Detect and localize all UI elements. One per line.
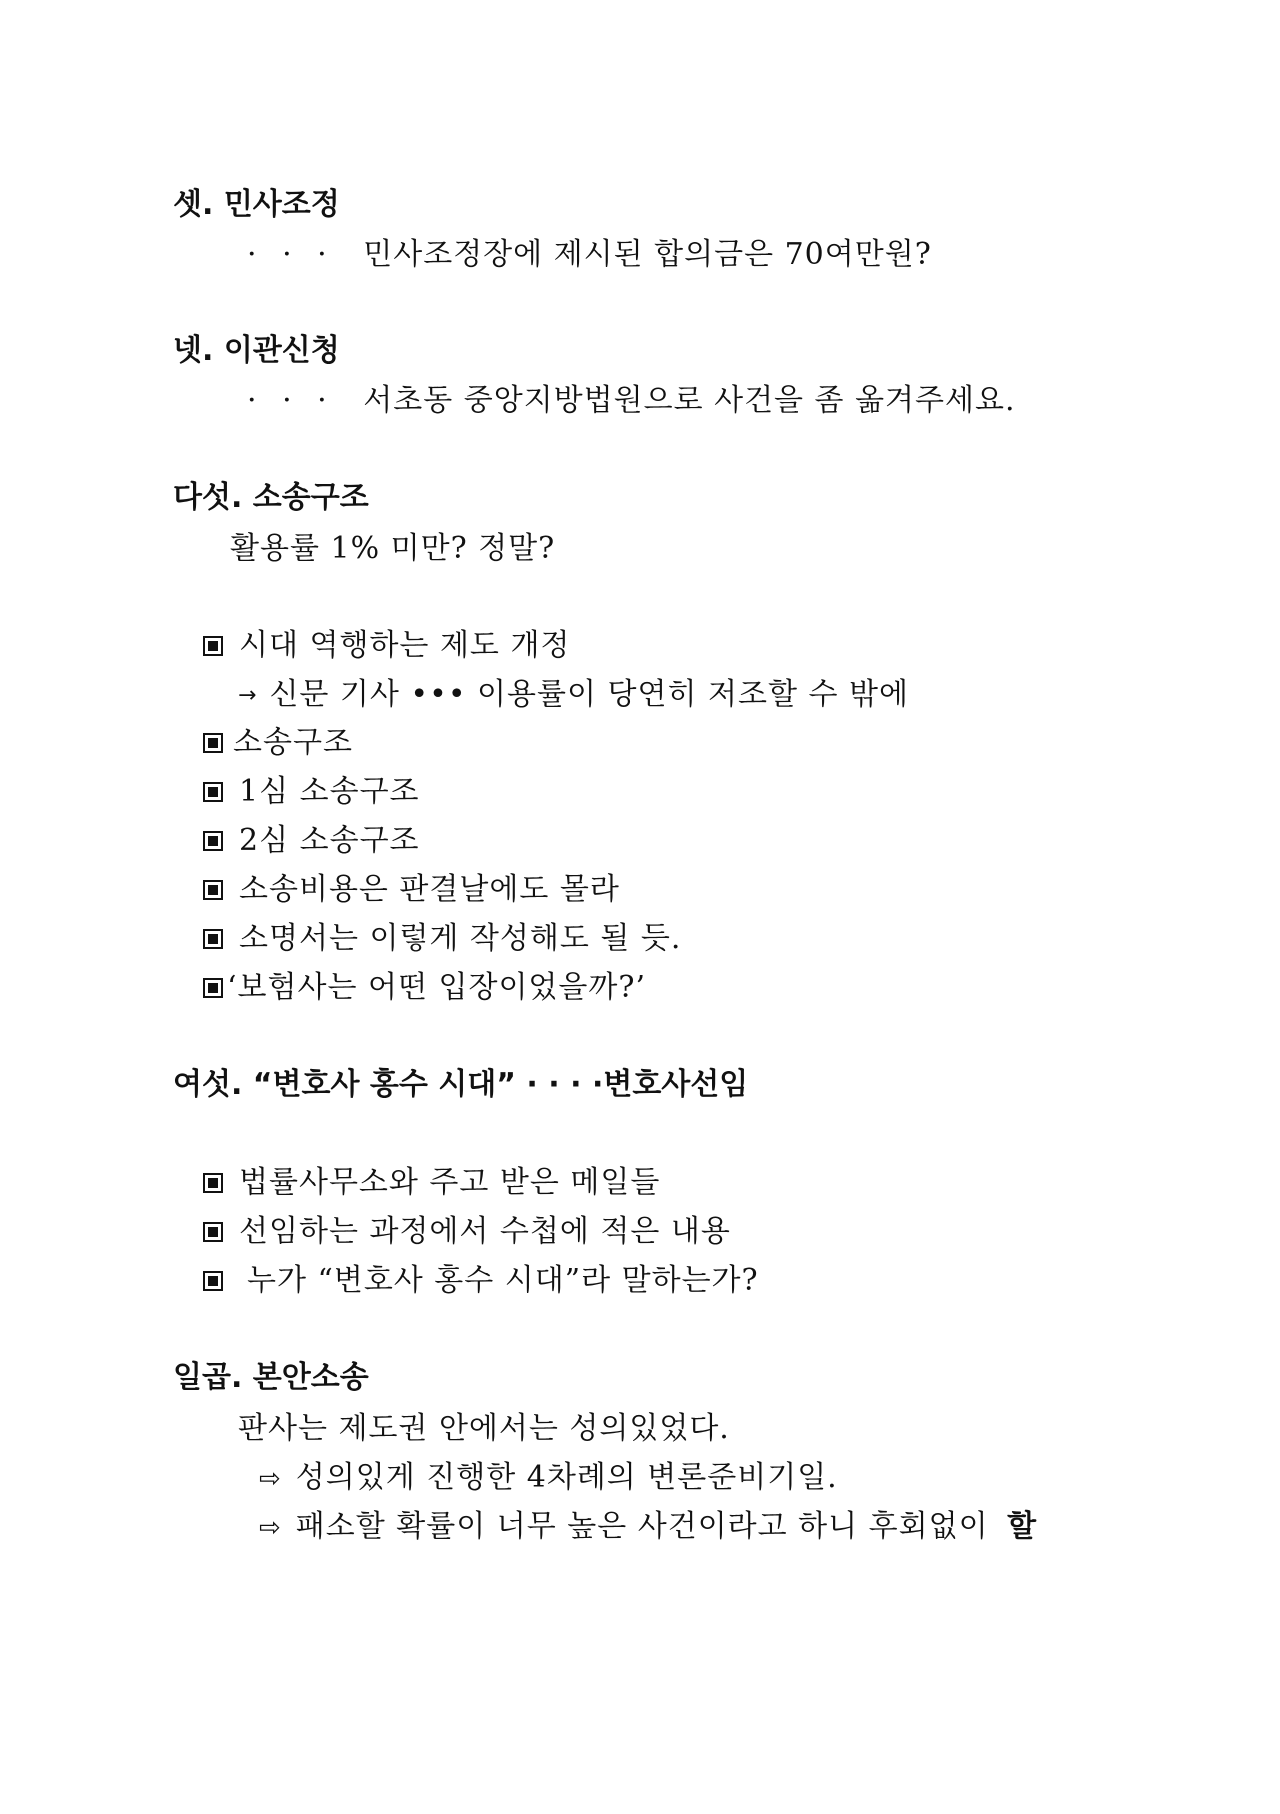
bullet-text: 2심 소송구조: [239, 823, 420, 858]
ellipsis-marker: · · ·: [247, 237, 335, 272]
bullet-text: 시대 역행하는 제도 개정: [239, 628, 571, 663]
bullet-item: [203, 1214, 731, 1249]
line-text: 서초동 중앙지방법원으로 사건을 좀 옮겨주세요.: [363, 383, 1016, 418]
text-line: [247, 237, 932, 272]
square-bullet-icon: [203, 782, 223, 802]
section-heading: 다섯. 소송구조: [173, 480, 369, 515]
text-line: 판사는 제도권 안에서는 성의있었다.: [238, 1411, 730, 1446]
bullet-item: [203, 872, 620, 907]
square-bullet-icon: [203, 978, 223, 998]
square-bullet-icon: [203, 880, 223, 900]
square-bullet-icon: [203, 1222, 223, 1242]
bullet-text: 법률사무소와 주고 받은 메일들: [239, 1165, 661, 1200]
arrow-icon: →: [238, 683, 258, 708]
square-bullet-icon: [203, 831, 223, 851]
ellipsis-marker: · · ·: [247, 383, 335, 418]
text-line: [259, 1509, 1038, 1544]
bullet-text: 선임하는 과정에서 수첩에 적은 내용: [239, 1214, 731, 1249]
text-line: [259, 1460, 838, 1495]
section-heading: 일곱. 본안소송: [173, 1360, 369, 1395]
bullet-text: 소명서는 이렇게 작성해도 될 듯.: [239, 921, 682, 956]
text-line: [247, 383, 1016, 418]
line-bold-tail: 할: [1007, 1509, 1038, 1544]
section-heading: 넷. 이관신청: [173, 333, 340, 368]
line-text: 성의있게 진행한 4차례의 변론준비기일.: [295, 1460, 838, 1495]
bullet-text: 소송구조: [233, 725, 353, 760]
line-text: 민사조정장에 제시된 합의금은 70여만원?: [363, 237, 932, 272]
bullet-item: [203, 1263, 759, 1298]
bullet-text: 신문 기사 ••• 이용률이 당연히 저조할 수 밖에: [269, 677, 909, 712]
bullet-text: 1심 소송구조: [239, 774, 420, 809]
square-bullet-icon: [203, 1173, 223, 1193]
bullet-item: [203, 1165, 661, 1200]
square-bullet-icon: [203, 636, 223, 656]
bullet-subitem: [238, 677, 909, 712]
bullet-item: [203, 774, 420, 809]
line-text: 패소할 확률이 너무 높은 사건이라고 하니 후회없이: [295, 1509, 989, 1544]
section-heading: 여섯. “변호사 홍수 시대” · · · ·변호사선임: [173, 1067, 749, 1102]
bullet-item: [203, 970, 646, 1005]
hollow-arrow-icon: ⇨: [259, 1513, 282, 1543]
square-bullet-icon: [203, 733, 223, 753]
bullet-text: ‘보험사는 어떤 입장이었을까?’: [227, 970, 646, 1005]
hollow-arrow-icon: ⇨: [259, 1464, 282, 1494]
bullet-text: 소송비용은 판결날에도 몰라: [239, 872, 620, 907]
square-bullet-icon: [203, 1271, 223, 1291]
bullet-item: [203, 921, 682, 956]
bullet-item: [203, 628, 571, 663]
square-bullet-icon: [203, 929, 223, 949]
section-heading: 셋. 민사조정: [173, 187, 340, 222]
bullet-text: 누가 “변호사 홍수 시대”라 말하는가?: [247, 1263, 759, 1298]
bullet-item: [203, 725, 353, 760]
text-line: 활용률 1% 미만? 정말?: [230, 531, 556, 566]
bullet-item: [203, 823, 420, 858]
